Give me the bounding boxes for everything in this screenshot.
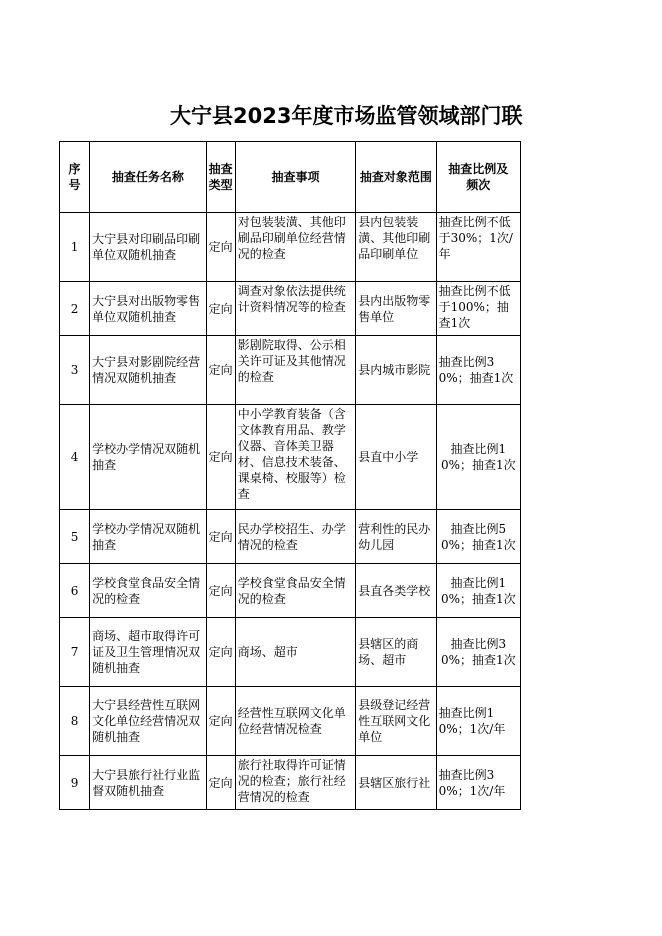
cell-item: 商场、超市 bbox=[235, 618, 356, 687]
cell-name: 大宁县对出版物零售单位双随机抽查 bbox=[90, 282, 207, 336]
cell-item: 经营性互联网文化单位经营情况检查 bbox=[235, 687, 356, 756]
cell-ratio: 抽查比例不低于100%；抽查1次 bbox=[436, 282, 520, 336]
cell-object: 营利性的民办幼儿园 bbox=[356, 510, 436, 564]
cell-no: 1 bbox=[60, 213, 90, 282]
cell-name: 商场、超市取得许可证及卫生管理情况双随机抽查 bbox=[90, 618, 207, 687]
header-ratio: 抽查比例及频次 bbox=[436, 142, 520, 213]
cell-no: 5 bbox=[60, 510, 90, 564]
cell-no: 2 bbox=[60, 282, 90, 336]
cell-type: 定向 bbox=[206, 213, 235, 282]
cell-ratio: 抽查比例不低于30%；1次/年 bbox=[436, 213, 520, 282]
cell-no: 8 bbox=[60, 687, 90, 756]
cell-name: 学校办学情况双随机抽查 bbox=[90, 405, 207, 510]
cell-item: 中小学教育装备（含文体教育用品、教学仪器、音体美卫器材、信息技术装备、课桌椅、校服等）检查 bbox=[235, 405, 356, 510]
inspection-table bbox=[59, 141, 521, 810]
cell-type: 定向 bbox=[206, 282, 235, 336]
cell-item: 民办学校招生、办学情况的检查 bbox=[235, 510, 356, 564]
header-name: 抽查任务名称 bbox=[90, 142, 207, 213]
cell-item: 对包装装潢、其他印刷品印刷单位经营情况的检查 bbox=[235, 213, 356, 282]
cell-item: 影剧院取得、公示相关许可证及其他情况的检查 bbox=[235, 336, 356, 405]
cell-object: 县直各类学校 bbox=[356, 564, 436, 618]
table-header-row bbox=[60, 142, 521, 213]
cell-ratio: 抽查比例30%；1次/年 bbox=[436, 756, 520, 810]
cell-ratio: 抽查比例30%；抽查1次 bbox=[436, 336, 520, 405]
cell-ratio: 抽查比例30%；抽查1次 bbox=[436, 618, 520, 687]
cell-ratio: 抽查比例10%；1次/年 bbox=[436, 687, 520, 756]
table-row bbox=[60, 213, 521, 282]
cell-name: 大宁县对印刷品印刷单位双随机抽查 bbox=[90, 213, 207, 282]
table-row bbox=[60, 510, 521, 564]
cell-type: 定向 bbox=[206, 756, 235, 810]
cell-type: 定向 bbox=[206, 618, 235, 687]
cell-no: 4 bbox=[60, 405, 90, 510]
cell-type: 定向 bbox=[206, 564, 235, 618]
cell-ratio: 抽查比例10%；抽查1次 bbox=[436, 405, 520, 510]
page-title: 大宁县2023年度市场监管领域部门联 bbox=[170, 104, 523, 128]
cell-object: 县内包装装潢、其他印刷品印刷单位 bbox=[356, 213, 436, 282]
cell-type: 定向 bbox=[206, 336, 235, 405]
table-row bbox=[60, 756, 521, 810]
cell-item: 调查对象依法提供统计资料情况等的检查 bbox=[235, 282, 356, 336]
cell-item: 旅行社取得许可证情况的检查；旅行社经营情况的检查 bbox=[235, 756, 356, 810]
header-object: 抽查对象范围 bbox=[356, 142, 436, 213]
cell-name: 学校食堂食品安全情况的检查 bbox=[90, 564, 207, 618]
table-row bbox=[60, 336, 521, 405]
cell-name: 大宁县经营性互联网文化单位经营情况双随机抽查 bbox=[90, 687, 207, 756]
header-item: 抽查事项 bbox=[235, 142, 356, 213]
cell-no: 7 bbox=[60, 618, 90, 687]
cell-ratio: 抽查比例10%；抽查1次 bbox=[436, 564, 520, 618]
table-row bbox=[60, 687, 521, 756]
cell-object: 县内出版物零售单位 bbox=[356, 282, 436, 336]
cell-no: 6 bbox=[60, 564, 90, 618]
cell-item: 学校食堂食品安全情况的检查 bbox=[235, 564, 356, 618]
table-row bbox=[60, 405, 521, 510]
cell-type: 定向 bbox=[206, 510, 235, 564]
cell-type: 定向 bbox=[206, 405, 235, 510]
cell-name: 学校办学情况双随机抽查 bbox=[90, 510, 207, 564]
cell-object: 县直中小学 bbox=[356, 405, 436, 510]
cell-object: 县辖区旅行社 bbox=[356, 756, 436, 810]
cell-name: 大宁县旅行社行业监督双随机抽查 bbox=[90, 756, 207, 810]
cell-ratio: 抽查比例50%；抽查1次 bbox=[436, 510, 520, 564]
table-row bbox=[60, 618, 521, 687]
cell-object: 县内城市影院 bbox=[356, 336, 436, 405]
cell-object: 县辖区的商场、超市 bbox=[356, 618, 436, 687]
header-type: 抽查类型 bbox=[206, 142, 235, 213]
cell-name: 大宁县对影剧院经营情况双随机抽查 bbox=[90, 336, 207, 405]
cell-no: 3 bbox=[60, 336, 90, 405]
cell-object: 县级登记经营性互联网文化单位 bbox=[356, 687, 436, 756]
cell-type: 定向 bbox=[206, 687, 235, 756]
header-no: 序号 bbox=[60, 142, 90, 213]
table-row bbox=[60, 564, 521, 618]
cell-no: 9 bbox=[60, 756, 90, 810]
table-row bbox=[60, 282, 521, 336]
